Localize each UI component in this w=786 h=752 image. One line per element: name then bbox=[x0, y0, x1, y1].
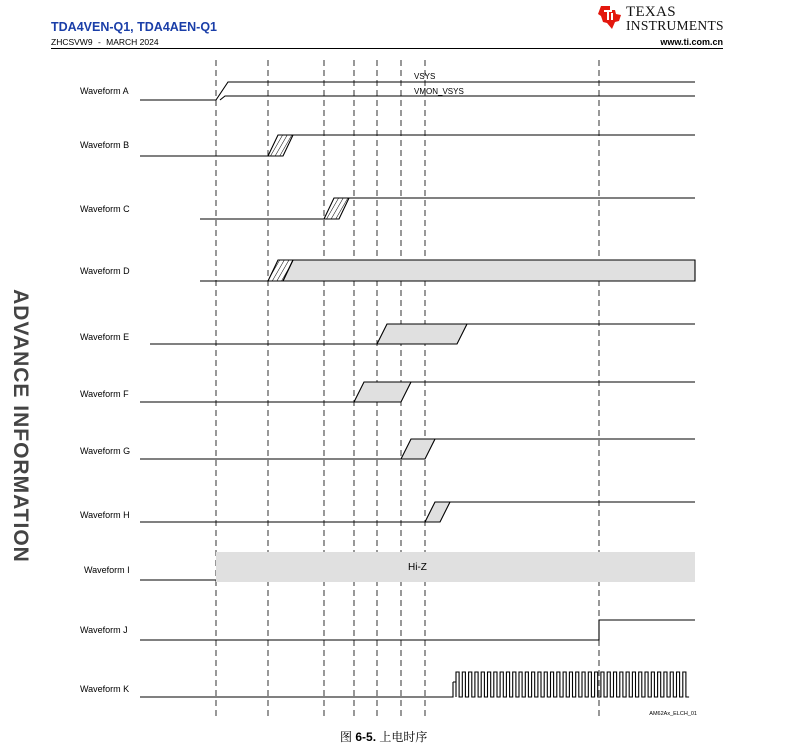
waveform-label-i: Waveform I bbox=[84, 565, 130, 575]
waveform-f-trace bbox=[140, 382, 695, 402]
waveform-label-j: Waveform J bbox=[80, 625, 128, 635]
waveform-e-ramp bbox=[377, 324, 467, 344]
waveform-d-active-region bbox=[283, 260, 695, 281]
document-code: ZHCSVW9 bbox=[51, 37, 93, 47]
caption-prefix: 图 bbox=[340, 730, 353, 744]
advance-information-banner: ADVANCE INFORMATION bbox=[9, 289, 32, 563]
hi-z-region bbox=[216, 552, 695, 582]
logo-text-line1: TEXAS bbox=[626, 4, 676, 20]
waveform-c-trace bbox=[200, 198, 695, 219]
waveform-label-f: Waveform F bbox=[80, 389, 129, 399]
waveform-label-k: Waveform K bbox=[80, 684, 130, 694]
figure-caption bbox=[340, 728, 427, 745]
hi-z-annotation: Hi-Z bbox=[408, 562, 427, 573]
waveform-g-trace bbox=[140, 439, 695, 459]
waveform-f-ramp bbox=[354, 382, 411, 402]
waveform-label-d: Waveform D bbox=[80, 266, 130, 276]
waveform-d-trace bbox=[200, 260, 695, 281]
website-url[interactable]: www.ti.com.cn bbox=[660, 37, 723, 47]
vsys-annotation: VSYS bbox=[414, 72, 436, 81]
vmon-vsys-annotation: VMON_VSYS bbox=[414, 87, 464, 96]
document-title: TDA4VEN-Q1, TDA4AEN-Q1 bbox=[51, 20, 217, 34]
waveform-label-b: Waveform B bbox=[80, 140, 130, 150]
waveform-c-transition bbox=[324, 198, 349, 219]
waveform-label-a: Waveform A bbox=[80, 86, 129, 96]
separator: - bbox=[97, 37, 101, 47]
waveform-g-ramp bbox=[401, 439, 435, 459]
waveform-b-trace bbox=[140, 135, 695, 156]
caption-text: 上电时序 bbox=[379, 730, 428, 744]
waveform-b-transition bbox=[268, 135, 293, 156]
vmon-vsys-trace bbox=[220, 96, 695, 100]
waveform-label-h: Waveform H bbox=[80, 510, 130, 520]
waveform-label-c: Waveform C bbox=[80, 204, 130, 214]
waveform-e-trace bbox=[150, 324, 695, 344]
waveform-h-trace bbox=[140, 502, 695, 522]
waveform-label-e: Waveform E bbox=[80, 332, 130, 342]
waveform-h-ramp bbox=[425, 502, 450, 522]
logo-text-line2: INSTRUMENTS bbox=[626, 18, 724, 33]
waveform-label-g: Waveform G bbox=[80, 446, 131, 456]
caption-number: 6-5. bbox=[355, 730, 377, 744]
waveform-k-trace bbox=[140, 672, 689, 697]
waveform-j-trace bbox=[140, 620, 695, 640]
figure-id: AM62Ax_ELCH_01 bbox=[649, 711, 697, 717]
document-date: MARCH 2024 bbox=[106, 37, 159, 47]
clock-pulse-train bbox=[453, 672, 689, 697]
